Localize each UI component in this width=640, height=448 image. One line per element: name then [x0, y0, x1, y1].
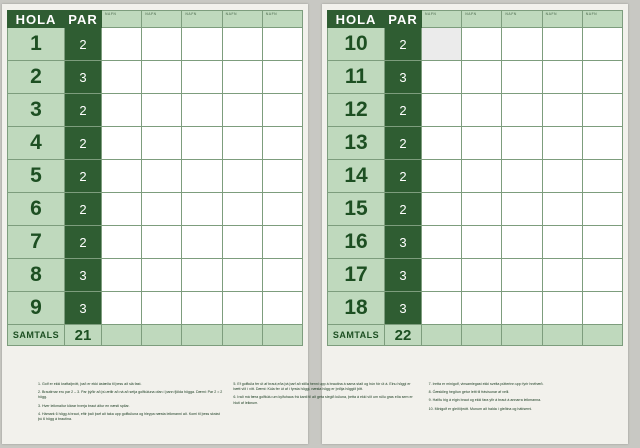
- table-row: [328, 292, 623, 325]
- hole-number: 9: [8, 292, 65, 325]
- header-player-3-label: NAFN: [505, 12, 517, 16]
- score-cell[interactable]: [142, 193, 182, 226]
- total-row: [8, 325, 303, 346]
- score-cell[interactable]: [222, 226, 262, 259]
- score-cell[interactable]: [182, 292, 222, 325]
- par-value: 3: [385, 226, 422, 259]
- header-player-4[interactable]: [222, 11, 262, 28]
- score-cell[interactable]: [222, 160, 262, 193]
- score-cell[interactable]: [142, 292, 182, 325]
- hole-number: 7: [8, 226, 65, 259]
- score-cell[interactable]: [222, 292, 262, 325]
- table-row: [328, 28, 623, 61]
- rule-item: 2. Brautirnar eru par 2 – 3. Par þýðir að þú ætlir að ná að setja golfkúluna ofan í þann fjölda högga. Dæmi: Par 2 = 2 högg.: [38, 390, 223, 400]
- score-cell[interactable]: [102, 61, 142, 94]
- header-hole: HOLA: [328, 11, 385, 28]
- score-cell[interactable]: [502, 193, 542, 226]
- hole-number: 4: [8, 127, 65, 160]
- score-cell[interactable]: [102, 127, 142, 160]
- score-table-front: [7, 10, 303, 346]
- score-cell[interactable]: [582, 28, 622, 61]
- header-player-1-label: NAFN: [425, 12, 437, 16]
- score-cell[interactable]: [422, 127, 462, 160]
- rule-item: 10. Minigolf er gleðiíþrótt. Munum að halda í gleðina og hátíserni.: [428, 406, 533, 411]
- par-value: 3: [385, 259, 422, 292]
- score-cell[interactable]: [102, 193, 142, 226]
- hole-number: 18: [328, 292, 385, 325]
- par-value: 3: [385, 292, 422, 325]
- score-cell[interactable]: [542, 94, 582, 127]
- hole-number: 3: [8, 94, 65, 127]
- score-cell[interactable]: [142, 61, 182, 94]
- score-cell[interactable]: [262, 28, 302, 61]
- rule-item: 9. Hafðu big á eigin braut og ekki fara yfir á braut á annarra leikmanna.: [428, 398, 542, 403]
- par-value: 3: [65, 259, 102, 292]
- score-cell[interactable]: [502, 160, 542, 193]
- hole-number: 14: [328, 160, 385, 193]
- table-row: [8, 127, 303, 160]
- table-row: [328, 61, 623, 94]
- hole-number: 8: [8, 259, 65, 292]
- par-value: 2: [385, 28, 422, 61]
- hole-number: 10: [328, 28, 385, 61]
- score-cell[interactable]: [582, 160, 622, 193]
- score-cell[interactable]: [542, 61, 582, 94]
- rule-item: 7. Þetta er minigolf, vinsamlegast ekki svelta pútterinn upp fyrir hnéhæð.: [428, 382, 544, 386]
- score-cell[interactable]: [182, 94, 222, 127]
- score-cell[interactable]: [502, 259, 542, 292]
- header-player-4[interactable]: [542, 11, 582, 28]
- score-cell[interactable]: [422, 259, 462, 292]
- hole-number: 6: [8, 193, 65, 226]
- header-player-5-label: NAFN: [265, 12, 278, 16]
- score-cell[interactable]: [142, 259, 182, 292]
- par-value: 2: [385, 193, 422, 226]
- score-cell[interactable]: [182, 259, 222, 292]
- table-row: [328, 259, 623, 292]
- score-cell[interactable]: [542, 193, 582, 226]
- par-value: 2: [65, 160, 102, 193]
- total-cell[interactable]: [422, 325, 462, 346]
- total-par: 22: [385, 325, 422, 346]
- table-row: [8, 226, 303, 259]
- par-value: 3: [65, 61, 102, 94]
- scorecard-front-nine: [2, 4, 308, 444]
- score-cell[interactable]: [142, 28, 182, 61]
- score-cell[interactable]: [142, 160, 182, 193]
- header-player-5[interactable]: [582, 11, 622, 28]
- score-cell[interactable]: [262, 259, 302, 292]
- score-cell[interactable]: [502, 127, 542, 160]
- table-row: [328, 160, 623, 193]
- score-cell[interactable]: [582, 259, 622, 292]
- score-cell[interactable]: [542, 127, 582, 160]
- score-cell[interactable]: [582, 193, 622, 226]
- rules-column-2: [233, 382, 418, 425]
- total-cell[interactable]: [262, 325, 302, 346]
- score-cell[interactable]: [462, 28, 502, 61]
- rules-section: [38, 382, 614, 425]
- scorecard-back-nine: [322, 4, 628, 444]
- score-cell[interactable]: [182, 193, 222, 226]
- table-row: [328, 127, 623, 160]
- score-cell[interactable]: [262, 94, 302, 127]
- total-cell[interactable]: [502, 325, 542, 346]
- hole-number: 13: [328, 127, 385, 160]
- par-value: 2: [65, 193, 102, 226]
- score-cell[interactable]: [262, 193, 302, 226]
- rule-item: 1. Golf er ekki kraftaíþrótt, það er ekki ástæða til þess að slá fast.: [38, 382, 142, 386]
- total-row: [328, 325, 623, 346]
- score-cell[interactable]: [222, 127, 262, 160]
- score-cell[interactable]: [542, 28, 582, 61]
- score-cell[interactable]: [222, 259, 262, 292]
- score-cell[interactable]: [422, 61, 462, 94]
- score-cell[interactable]: [182, 28, 222, 61]
- score-cell[interactable]: [582, 226, 622, 259]
- par-value: 3: [385, 61, 422, 94]
- rule-item: 8. Óæskileg hegðun getur leitt til frávísunar af velli.: [428, 390, 510, 395]
- hole-number: 16: [328, 226, 385, 259]
- score-cell[interactable]: [422, 292, 462, 325]
- score-cell[interactable]: [502, 94, 542, 127]
- score-cell[interactable]: [422, 193, 462, 226]
- header-player-1[interactable]: [102, 11, 142, 28]
- score-cell[interactable]: [142, 127, 182, 160]
- par-value: 2: [65, 94, 102, 127]
- par-value: 2: [385, 160, 422, 193]
- score-cell[interactable]: [502, 61, 542, 94]
- table-row: [8, 61, 303, 94]
- header-par: PAR: [65, 11, 102, 28]
- par-value: 3: [65, 292, 102, 325]
- score-cell[interactable]: [462, 160, 502, 193]
- total-cell[interactable]: [542, 325, 582, 346]
- hole-number: 1: [8, 28, 65, 61]
- header-player-2-label: NAFN: [465, 12, 477, 16]
- score-cell[interactable]: [262, 160, 302, 193]
- score-cell[interactable]: [182, 61, 222, 94]
- score-cell[interactable]: [462, 259, 502, 292]
- score-cell[interactable]: [422, 226, 462, 259]
- hole-number: 17: [328, 259, 385, 292]
- table-row: [328, 94, 623, 127]
- total-cell[interactable]: [222, 325, 262, 346]
- score-cell[interactable]: [542, 292, 582, 325]
- score-cell[interactable]: [502, 226, 542, 259]
- score-cell[interactable]: [462, 226, 502, 259]
- total-cell[interactable]: [582, 325, 622, 346]
- score-cell[interactable]: [222, 61, 262, 94]
- score-cell[interactable]: [182, 160, 222, 193]
- rule-item: 6. Það má færa golfkúlu um kylfuhaus frá kanti til að geta slegið kúluna, þetta á ekki við um rúllu gras eða sem er hluti af leiknum.: [233, 395, 413, 405]
- total-cell[interactable]: [142, 325, 182, 346]
- table-row: [8, 259, 303, 292]
- hole-number: 11: [328, 61, 385, 94]
- score-cell[interactable]: [262, 127, 302, 160]
- table-row: [8, 94, 303, 127]
- total-cell[interactable]: [182, 325, 222, 346]
- table-header-row: [328, 11, 623, 28]
- score-cell[interactable]: [422, 160, 462, 193]
- header-player-1-label: NAFN: [105, 12, 117, 16]
- score-cell[interactable]: [142, 226, 182, 259]
- rules-column-3: [429, 382, 614, 425]
- score-cell[interactable]: [542, 259, 582, 292]
- score-cell[interactable]: [182, 226, 222, 259]
- total-cell[interactable]: [462, 325, 502, 346]
- header-par: PAR: [385, 11, 422, 28]
- score-cell[interactable]: [262, 61, 302, 94]
- par-value: 2: [65, 28, 102, 61]
- score-cell[interactable]: [262, 292, 302, 325]
- total-label: SAMTALS: [8, 325, 65, 346]
- rule-item: 3. Hver leikmaður klárar hverja braut áður en næsti spilar.: [38, 403, 130, 408]
- score-cell[interactable]: [582, 61, 622, 94]
- header-player-1[interactable]: [422, 11, 462, 28]
- header-player-3-label: NAFN: [185, 12, 197, 16]
- score-cell[interactable]: [582, 127, 622, 160]
- header-player-5[interactable]: [262, 11, 302, 28]
- score-table-back: [327, 10, 623, 346]
- header-player-3[interactable]: [502, 11, 542, 28]
- rule-item: 4. Hámark 6 högg á braut, eftir það þarf að taka upp golfkúluna og hleypa næsta leikmanni að. Komi til þess skrást þú 6 högg á brautina.: [38, 411, 220, 422]
- table-row: [8, 292, 303, 325]
- score-cell[interactable]: [262, 226, 302, 259]
- score-cell[interactable]: [462, 94, 502, 127]
- par-value: 2: [385, 94, 422, 127]
- score-cell[interactable]: [502, 292, 542, 325]
- table-row: [8, 28, 303, 61]
- table-row: [328, 193, 623, 226]
- table-header-row: [8, 11, 303, 28]
- score-cell[interactable]: [222, 94, 262, 127]
- score-cell[interactable]: [182, 127, 222, 160]
- hole-number: 5: [8, 160, 65, 193]
- header-player-4-label: NAFN: [545, 12, 557, 16]
- rule-item: 5. Ef golfkúla fer út af braut,eða þá þarf að stilla henni upp á brautina á sama stað og hún fór út á. Einu höggi er bætt við í vítt. Dæmi: Kúla fer út af í fyrsta höggi, næsta högg er þriðja höggið þitt.: [233, 382, 411, 392]
- score-cell[interactable]: [462, 127, 502, 160]
- score-cell[interactable]: [462, 61, 502, 94]
- score-cell[interactable]: [542, 226, 582, 259]
- header-player-3[interactable]: [182, 11, 222, 28]
- score-cell[interactable]: [102, 28, 142, 61]
- table-row: [8, 193, 303, 226]
- total-label: SAMTALS: [328, 325, 385, 346]
- header-player-2[interactable]: [462, 11, 502, 28]
- score-cell[interactable]: [222, 193, 262, 226]
- score-cell[interactable]: [422, 94, 462, 127]
- par-value: 2: [65, 226, 102, 259]
- score-cell[interactable]: [422, 28, 462, 61]
- header-hole: HOLA: [8, 11, 65, 28]
- score-cell[interactable]: [462, 292, 502, 325]
- score-cell[interactable]: [582, 94, 622, 127]
- hole-number: 2: [8, 61, 65, 94]
- header-player-4-label: NAFN: [225, 12, 237, 16]
- hole-number: 12: [328, 94, 385, 127]
- score-cell[interactable]: [102, 160, 142, 193]
- score-cell[interactable]: [102, 292, 142, 325]
- total-par: 21: [65, 325, 102, 346]
- header-player-2[interactable]: [142, 11, 182, 28]
- par-value: 2: [385, 127, 422, 160]
- header-player-5-label: NAFN: [585, 12, 598, 16]
- score-cell[interactable]: [102, 226, 142, 259]
- header-player-2-label: NAFN: [145, 12, 157, 16]
- score-cell[interactable]: [102, 259, 142, 292]
- score-cell[interactable]: [102, 94, 142, 127]
- score-cell[interactable]: [502, 28, 542, 61]
- table-row: [8, 160, 303, 193]
- score-cell[interactable]: [142, 94, 182, 127]
- score-cell[interactable]: [222, 28, 262, 61]
- total-cell[interactable]: [102, 325, 142, 346]
- rules-column-1: [38, 382, 223, 425]
- score-cell[interactable]: [582, 292, 622, 325]
- par-value: 2: [65, 127, 102, 160]
- score-cell[interactable]: [542, 160, 582, 193]
- score-cell[interactable]: [462, 193, 502, 226]
- table-row: [328, 226, 623, 259]
- hole-number: 15: [328, 193, 385, 226]
